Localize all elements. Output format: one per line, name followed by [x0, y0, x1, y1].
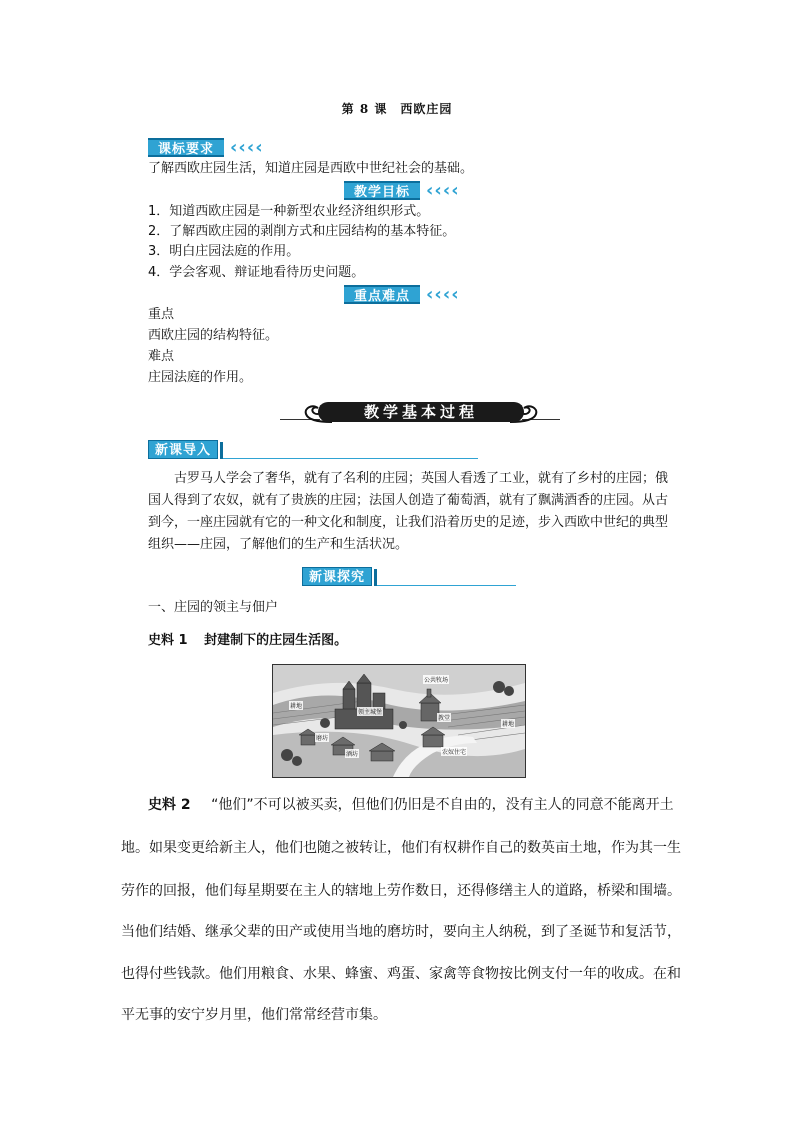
- source-2-line: 地。如果变更给新主人，他们也随之被转让，他们有权耕作自己的数英亩土地，作为其一生: [121, 840, 681, 856]
- source-1: [148, 631, 347, 651]
- source-2-line: 劳作的回报，他们每星期要在主人的辖地上劳作数日，还得修缮主人的道路，桥梁和围墙。: [121, 883, 681, 899]
- intro-line: 到今，一座庄园就有它的一种文化和制度，让我们沿着历史的足迹，步入西欧中世纪的典型: [148, 515, 669, 530]
- source-2-line: 当他们结婚、继承父辈的田产或使用当地的磨坊时，要向主人纳税，到了圣诞节和复活节，: [121, 924, 681, 940]
- intro-tag: 新课导入: [148, 440, 218, 459]
- difficulty-label: 难点: [148, 349, 175, 364]
- image-label: 领主城堡: [358, 709, 383, 716]
- objectives-header-label: 教学目标: [344, 181, 420, 200]
- curriculum-header: [148, 138, 264, 157]
- objective-item: 3．明白庄园法庭的作用。: [148, 244, 300, 259]
- key-text: 西欧庄园的结构特征。: [148, 328, 279, 343]
- objectives-header: [344, 181, 460, 200]
- explore-header: [302, 567, 516, 586]
- manor-illustration: [272, 664, 526, 778]
- objective-item: 2．了解西欧庄园的剥削方式和庄园结构的基本特征。: [148, 224, 456, 239]
- source-2-label: 史料 2: [148, 797, 191, 813]
- objective-item: 1．知道西欧庄园是一种新型农业经济组织形式。: [148, 204, 430, 219]
- difficulty-text: 庄园法庭的作用。: [148, 370, 253, 385]
- key-points-header: [344, 285, 460, 304]
- intro-line: 组织——庄园，了解他们的生产和生活状况。: [148, 537, 409, 552]
- tag-underline: [223, 458, 478, 459]
- intro-line: 古罗马人学会了奢华，就有了名利的庄园；英国人看透了工业，就有了乡村的庄园；俄: [174, 471, 669, 486]
- manor-scene-image: [273, 665, 525, 777]
- image-label: 磨坊: [316, 735, 329, 742]
- tag-tick: [220, 442, 223, 459]
- image-label: 酒坊: [346, 751, 359, 758]
- intro-header: [148, 440, 478, 459]
- source-2-text: “他们”不可以被买卖，但他们仍旧是不自由的，没有主人的同意不能离开土: [211, 797, 674, 813]
- section-heading: 一、庄园的领主与佃户: [148, 600, 279, 615]
- curriculum-text: 了解西欧庄园生活，知道庄园是西欧中世纪社会的基础。: [148, 161, 474, 176]
- source-2-line: 平无事的安宁岁月里，他们常常经营市集。: [121, 1007, 387, 1023]
- explore-tag: 新课探究: [302, 567, 372, 586]
- source-2-line: 也得付些钱款。他们用粮食、水果、蜂蜜、鸡蛋、家禽等食物按比例支付一年的收成。在和: [121, 966, 681, 982]
- image-label: 耕地: [290, 703, 303, 710]
- source-1-text: 封建制下的庄园生活图。: [204, 633, 348, 648]
- objective-item: 4．学会客观、辩证地看待历史问题。: [148, 265, 365, 280]
- intro-paragraph: [148, 468, 669, 556]
- tag-tick: [374, 569, 377, 586]
- intro-line: 国人得到了农奴，就有了贵族的庄园；法国人创造了葡萄酒，就有了飘满酒香的庄园。从古: [148, 493, 669, 508]
- key-label: 重点: [148, 307, 175, 322]
- image-label: 耕地: [502, 721, 515, 728]
- chevrons-icon: ‹‹‹‹: [426, 180, 460, 201]
- source-2-line: [148, 794, 674, 814]
- tag-underline: [377, 585, 516, 586]
- chevrons-icon: ‹‹‹‹: [426, 284, 460, 305]
- image-label: 教堂: [438, 715, 451, 722]
- chevrons-icon: ‹‹‹‹: [230, 137, 264, 158]
- banner-title: 教学基本过程: [318, 402, 524, 422]
- curriculum-header-label: 课标要求: [148, 138, 224, 157]
- source-1-label: 史料 1: [148, 633, 188, 648]
- key-points-header-label: 重点难点: [344, 285, 420, 304]
- page-title: 第 8 课 西欧庄园: [341, 102, 453, 116]
- image-label: 农奴住宅: [442, 749, 467, 756]
- image-label: 公共牧场: [424, 677, 449, 684]
- process-banner: [280, 398, 560, 424]
